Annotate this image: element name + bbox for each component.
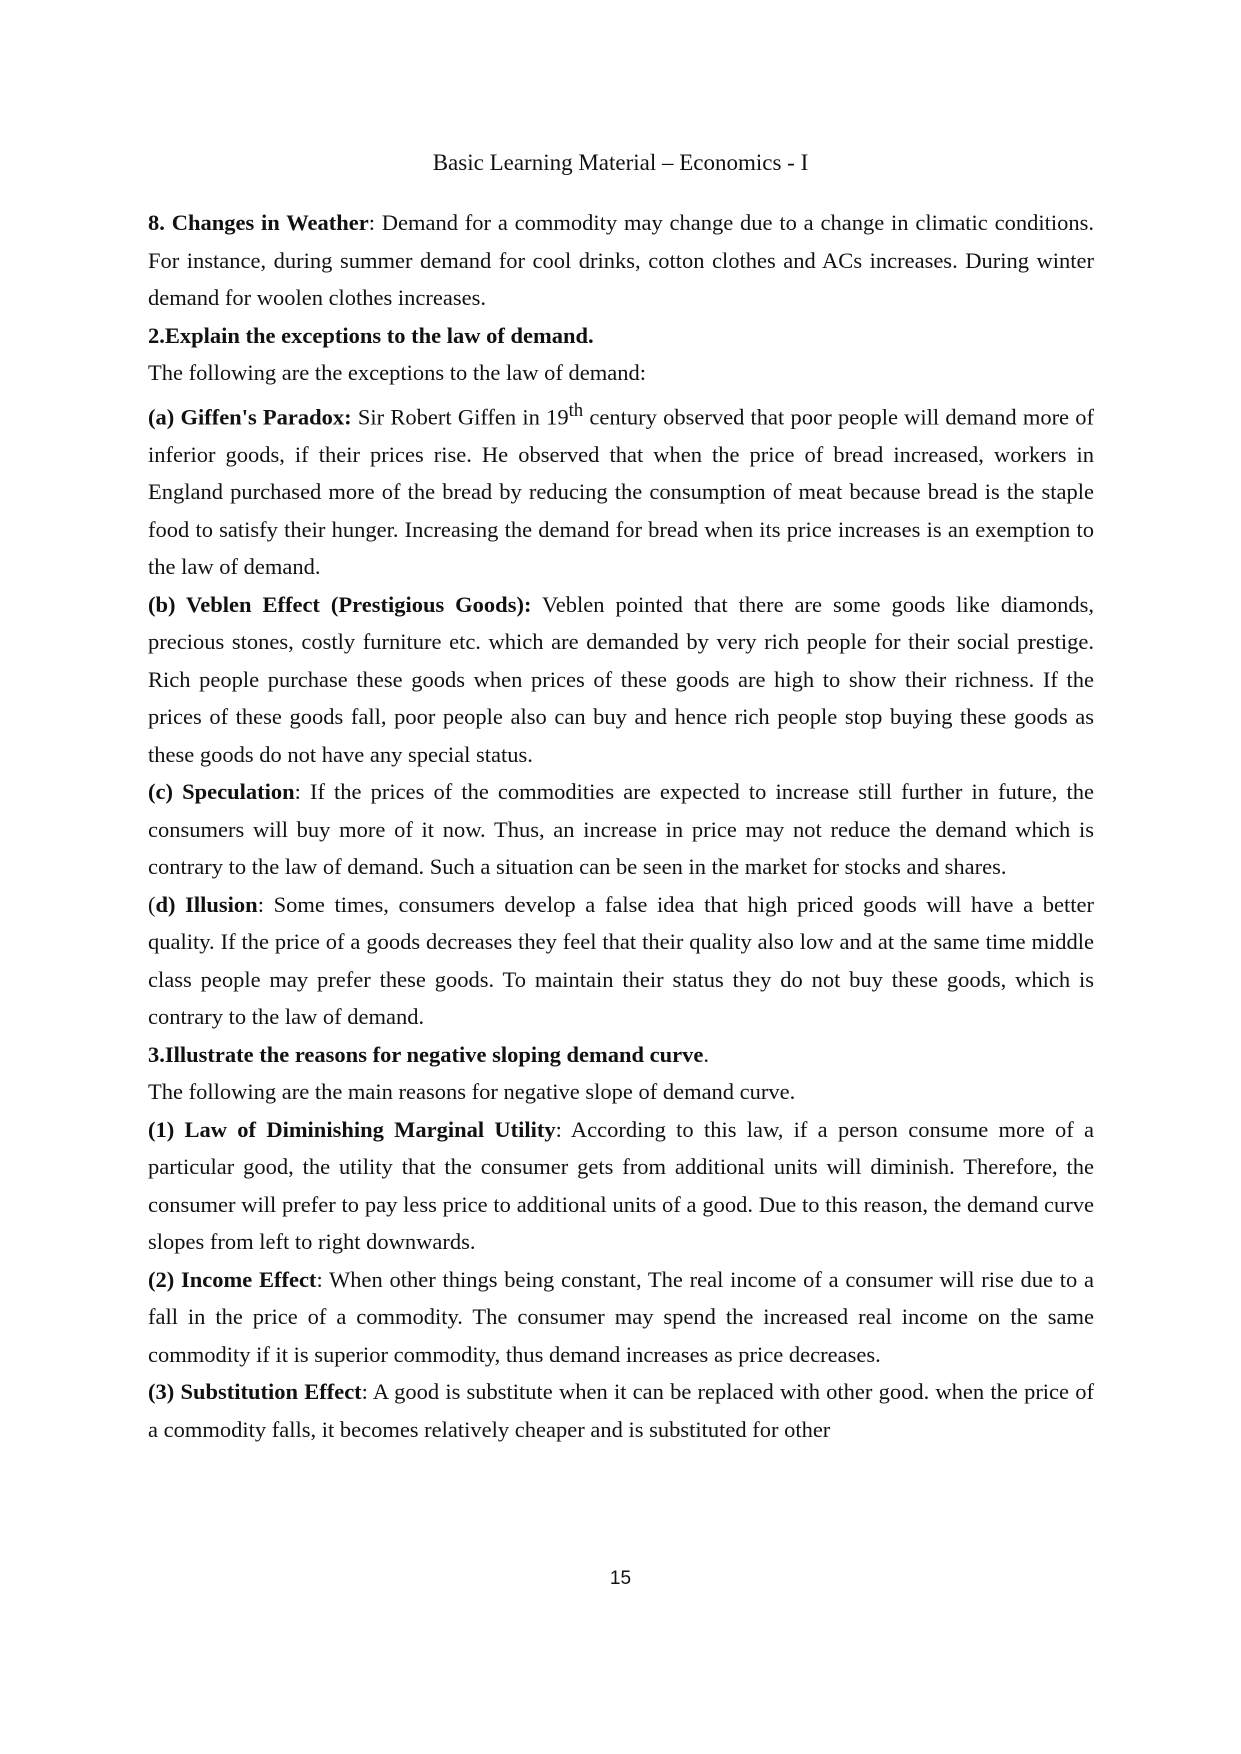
paragraph-text: : When other things being constant, The real income of a consumer will rise due to a fall in the price of a commodity. The consumer may spend the increased real income on the same commodity if it is superior commodity, thus demand increases as price decreases. [148, 1266, 1094, 1367]
paragraph-text: : A good is substitute when it can be replaced with other good. when the price of a commodity falls, it becomes relatively cheaper and is substituted for other [148, 1379, 1094, 1442]
paragraph-text: : Demand for a commodity may change due to a change in climatic conditions. For instance, during summer demand for cool drinks, cotton clothes and ACs increases. During winter demand for woolen clothes increases. [148, 210, 1094, 310]
paragraph-negative-slope-intro: The following are the main reasons for negative slope of demand curve. [148, 1079, 796, 1104]
term-giffens-paradox: (a) Giffen's Paradox: [148, 404, 352, 429]
term-substitution-effect: (3) Substitution Effect [148, 1379, 362, 1404]
page-number: 15 [609, 1568, 632, 1589]
paragraph-text: century observed that poor people will demand more of inferior goods, if their prices rise. He observed that when the price of bread increased, workers in England purchased more of the bread by reducing the consumption of meat because bread is the staple food to satisfy their hunger. Increasing the demand for bread when its price increases is an exemption to the law of demand. [148, 404, 1095, 579]
heading-period: . [703, 1041, 710, 1067]
question-3-heading: 3.Illustrate the reasons for negative sloping demand curve [148, 1041, 704, 1067]
paragraph-substitution-effect [148, 1373, 1094, 1448]
paragraph-giffens-paradox [148, 392, 1094, 586]
superscript-ordinal: th [568, 399, 584, 421]
paragraph-text: ( [148, 891, 156, 917]
page-body [148, 204, 1094, 1448]
term-diminishing-marginal-utility: (1) Law of Diminishing Marginal Utility [148, 1116, 556, 1142]
question-2-heading: 2.Explain the exceptions to the law of demand. [148, 322, 594, 348]
paragraph-income-effect [148, 1261, 1094, 1374]
term-income-effect: (2) Income Effect [148, 1266, 317, 1292]
paragraph-text: Sir Robert Giffen in 19 [351, 404, 569, 429]
term-illusion: d) Illusion [155, 891, 258, 917]
paragraph-text: : According to this law, if a person consume more of a particular good, the utility that the consumer gets from additional units will diminish. Therefore, the consumer will prefer to pay less price to additional units of a good. Due to this reason, the demand curve slopes from left to right downwards. [148, 1116, 1094, 1254]
question-heading-negative-slope [148, 1036, 1094, 1074]
paragraph-diminishing-marginal-utility [148, 1111, 1094, 1261]
term-veblen-effect: (b) Veblen Effect (Prestigious Goods): [148, 591, 532, 617]
running-header: Basic Learning Material – Economics - I [432, 150, 809, 175]
paragraph-veblen-effect [148, 586, 1094, 774]
paragraph-text: Veblen pointed that there are some goods like diamonds, precious stones, costly furniture etc. which are demanded by very rich people for their social prestige. Rich people purchase these goods when prices of these goods are high to show their richness. If the prices of these goods fall, poor people also can buy and hence rich people stop buying these goods as these goods do not have any special status. [148, 591, 1094, 767]
paragraph-illusion [148, 886, 1094, 1036]
paragraph-exceptions-intro: The following are the exceptions to the law of demand: [148, 360, 646, 385]
question-heading-exceptions [148, 317, 1094, 355]
paragraph-text: : If the prices of the commodities are expected to increase still further in future, the consumers will buy more of it now. Thus, an increase in price may not reduce the demand which is contrary to the law of demand. Such a situation can be seen in the market for stocks and shares. [148, 779, 1095, 879]
paragraph-text: : Some times, consumers develop a false idea that high priced goods will have a better quality. If the price of a goods decreases they feel that their quality also low and at the same time middle class people may prefer these goods. To maintain their status they do not buy these goods, which is contrary to the law of demand. [148, 891, 1094, 1029]
term-changes-in-weather: 8. Changes in Weather [148, 210, 369, 235]
paragraph-changes-in-weather [148, 204, 1094, 317]
paragraph-speculation [148, 773, 1094, 886]
term-speculation: (c) Speculation [148, 779, 295, 804]
